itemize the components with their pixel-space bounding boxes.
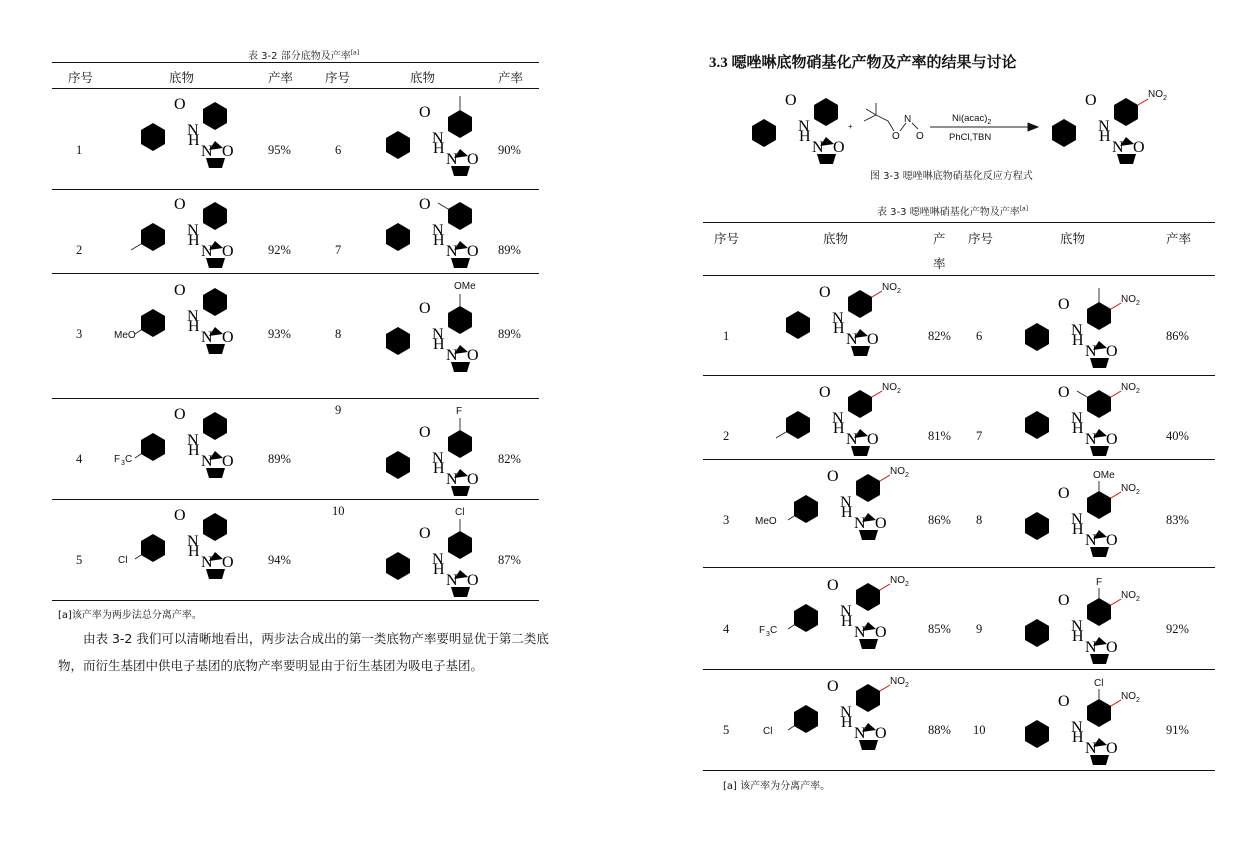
svg-text:O: O xyxy=(892,131,900,142)
row-yield: 89% xyxy=(498,327,521,341)
svg-text:C: C xyxy=(770,625,778,636)
header-substrate: 底物 xyxy=(169,70,195,85)
row-yield: 90% xyxy=(498,143,521,157)
row-index: 2 xyxy=(723,429,730,443)
molecule-structure xyxy=(372,276,497,386)
row-yield: 81% xyxy=(928,429,951,443)
molecule-structure xyxy=(1001,570,1156,670)
row-yield: 82% xyxy=(928,329,951,343)
row-divider xyxy=(52,273,539,274)
row-yield: 89% xyxy=(498,243,521,257)
svg-text:Cl: Cl xyxy=(455,507,465,518)
svg-text:NO2: $NO_2$ xyxy=(1121,382,1140,395)
svg-text:C: C xyxy=(125,454,133,465)
molecule-structure xyxy=(755,570,915,660)
table-bottom-rule xyxy=(703,770,1215,771)
row-index: 10 xyxy=(973,723,986,737)
header-yield-line1: 产 xyxy=(933,231,946,246)
table-header-rule xyxy=(52,88,539,89)
svg-text:PhCl,TBN: PhCl,TBN xyxy=(949,132,992,143)
molecule-structure xyxy=(1001,461,1156,566)
molecule-structure xyxy=(114,402,249,487)
figure-3-3-caption: 图 3-3 噁唑啉底物硝基化反应方程式 xyxy=(870,171,1033,182)
row-yield: 93% xyxy=(268,327,291,341)
row-index: 8 xyxy=(335,327,342,341)
molecule-structure xyxy=(1001,277,1156,377)
molecule-structure xyxy=(127,92,247,177)
row-yield: 95% xyxy=(268,143,291,157)
table-top-rule xyxy=(703,222,1215,223)
header-index: 序号 xyxy=(714,231,740,246)
table-footnote: [a]该产率为两步法总分离产率。 xyxy=(58,610,202,621)
molecule-structure xyxy=(372,400,497,500)
row-index: 9 xyxy=(976,622,983,636)
svg-text:NO2: $NO_2$ xyxy=(1121,691,1140,704)
svg-text:F: F xyxy=(456,406,463,417)
row-yield: 86% xyxy=(1166,329,1189,343)
table-header-rule xyxy=(703,275,1215,276)
svg-text:NO2: $NO_2$ xyxy=(882,282,901,295)
svg-text:Ni(acac)2: $Ni(acac)_2$ xyxy=(952,113,992,126)
row-divider xyxy=(703,375,1215,376)
svg-text:O: O xyxy=(916,131,924,142)
header-index-2: 序号 xyxy=(968,231,994,246)
row-yield: 91% xyxy=(1166,723,1189,737)
row-divider xyxy=(52,189,539,190)
row-yield: 40% xyxy=(1166,429,1189,443)
row-yield: 92% xyxy=(268,243,291,257)
table-top-rule xyxy=(52,62,539,63)
header-substrate-2: 底物 xyxy=(410,70,436,85)
header-substrate: 底物 xyxy=(823,231,849,246)
svg-text:+: + xyxy=(848,122,853,131)
row-yield: 89% xyxy=(268,452,291,466)
svg-text:NO2: $NO_2$ xyxy=(882,382,901,395)
svg-text:NO2: $NO_2$ xyxy=(1121,294,1140,307)
header-index-2: 序号 xyxy=(325,70,351,85)
row-index: 1 xyxy=(76,143,83,157)
row-divider xyxy=(52,398,539,399)
header-yield: 产率 xyxy=(268,70,294,85)
row-index: 4 xyxy=(76,452,83,466)
svg-text:3: 3 xyxy=(766,631,770,638)
row-yield: 94% xyxy=(268,553,291,567)
row-divider xyxy=(703,459,1215,460)
row-yield: 88% xyxy=(928,723,951,737)
molecule-structure xyxy=(760,277,910,367)
row-index: 10 xyxy=(332,504,345,518)
svg-text:NO2: $NO_2$ xyxy=(890,466,909,479)
body-paragraph: 由表 3-2 我们可以清晰地看出，两步法合成出的第一类底物产率要明显优于第二类底物，而衍生基团中供电子基团的底物产率要明显由于衍生基团为吸电子基团。 xyxy=(58,631,549,673)
molecule-structure xyxy=(372,92,492,187)
row-index: 2 xyxy=(76,243,83,257)
molecule-structure xyxy=(1001,671,1156,771)
svg-text:OMe: OMe xyxy=(1093,470,1115,481)
row-index: 7 xyxy=(335,243,342,257)
row-yield: 87% xyxy=(498,553,521,567)
row-divider xyxy=(703,669,1215,670)
row-yield: 92% xyxy=(1166,622,1189,636)
section-heading: 3.3 噁唑啉底物硝基化产物及产率的结果与讨论 xyxy=(709,53,1017,71)
header-yield-line2: 率 xyxy=(933,256,946,271)
table-3-2-caption: 表 3-2 部分底物及产率[a] xyxy=(248,49,360,62)
molecule-structure xyxy=(1001,377,1156,467)
row-index: 6 xyxy=(976,329,983,343)
svg-text:MeO: MeO xyxy=(114,330,136,341)
row-yield: 85% xyxy=(928,622,951,636)
row-divider xyxy=(703,567,1215,568)
svg-text:F: F xyxy=(759,625,766,636)
row-divider xyxy=(52,499,539,500)
molecule-structure xyxy=(114,503,249,588)
molecule-structure xyxy=(755,461,915,551)
row-yield: 86% xyxy=(928,513,951,527)
molecule-structure xyxy=(760,377,910,467)
svg-text:NO2: $NO_2$ xyxy=(1121,483,1140,496)
row-index: 6 xyxy=(335,143,342,157)
row-index: 9 xyxy=(335,403,342,417)
svg-text:MeO: MeO xyxy=(755,516,777,527)
svg-text:Cl: Cl xyxy=(118,555,128,566)
table-3-3-caption: 表 3-3 噁唑啉硝基化产物及产率[a] xyxy=(877,205,1029,218)
row-index: 5 xyxy=(723,723,730,737)
row-index: 4 xyxy=(723,622,730,636)
row-index: 7 xyxy=(976,429,983,443)
row-index: 3 xyxy=(76,327,83,341)
row-index: 1 xyxy=(723,329,730,343)
svg-text:NO2: $NO_2$ xyxy=(1121,590,1140,603)
svg-text:NO2: $NO_2$ xyxy=(1148,89,1167,102)
svg-text:F: F xyxy=(114,454,121,465)
header-yield-2: 产率 xyxy=(1166,231,1192,246)
row-index: 3 xyxy=(723,513,730,527)
molecule-structure xyxy=(372,192,492,277)
row-yield: 83% xyxy=(1166,513,1189,527)
svg-text:OMe: OMe xyxy=(454,281,476,292)
svg-text:NO2: $NO_2$ xyxy=(890,676,909,689)
table-bottom-rule xyxy=(52,600,539,601)
row-yield: 82% xyxy=(498,452,521,466)
reaction-scheme xyxy=(738,85,1208,170)
svg-text:N: N xyxy=(904,114,912,125)
row-index: 8 xyxy=(976,513,983,527)
header-index: 序号 xyxy=(68,70,94,85)
header-yield-2: 产率 xyxy=(498,70,524,85)
table-footnote: [a] 该产率为分离产率。 xyxy=(723,781,831,792)
svg-text:3: 3 xyxy=(121,460,125,467)
header-substrate-2: 底物 xyxy=(1060,231,1086,246)
svg-text:F: F xyxy=(1096,577,1103,588)
molecule-structure xyxy=(114,278,249,363)
svg-text:Cl: Cl xyxy=(1094,678,1104,689)
molecule-structure xyxy=(755,671,915,761)
svg-text:Cl: Cl xyxy=(763,726,773,737)
svg-text:NO2: $NO_2$ xyxy=(890,575,909,588)
molecule-structure xyxy=(372,501,497,601)
row-index: 5 xyxy=(76,553,83,567)
molecule-structure xyxy=(127,192,247,277)
